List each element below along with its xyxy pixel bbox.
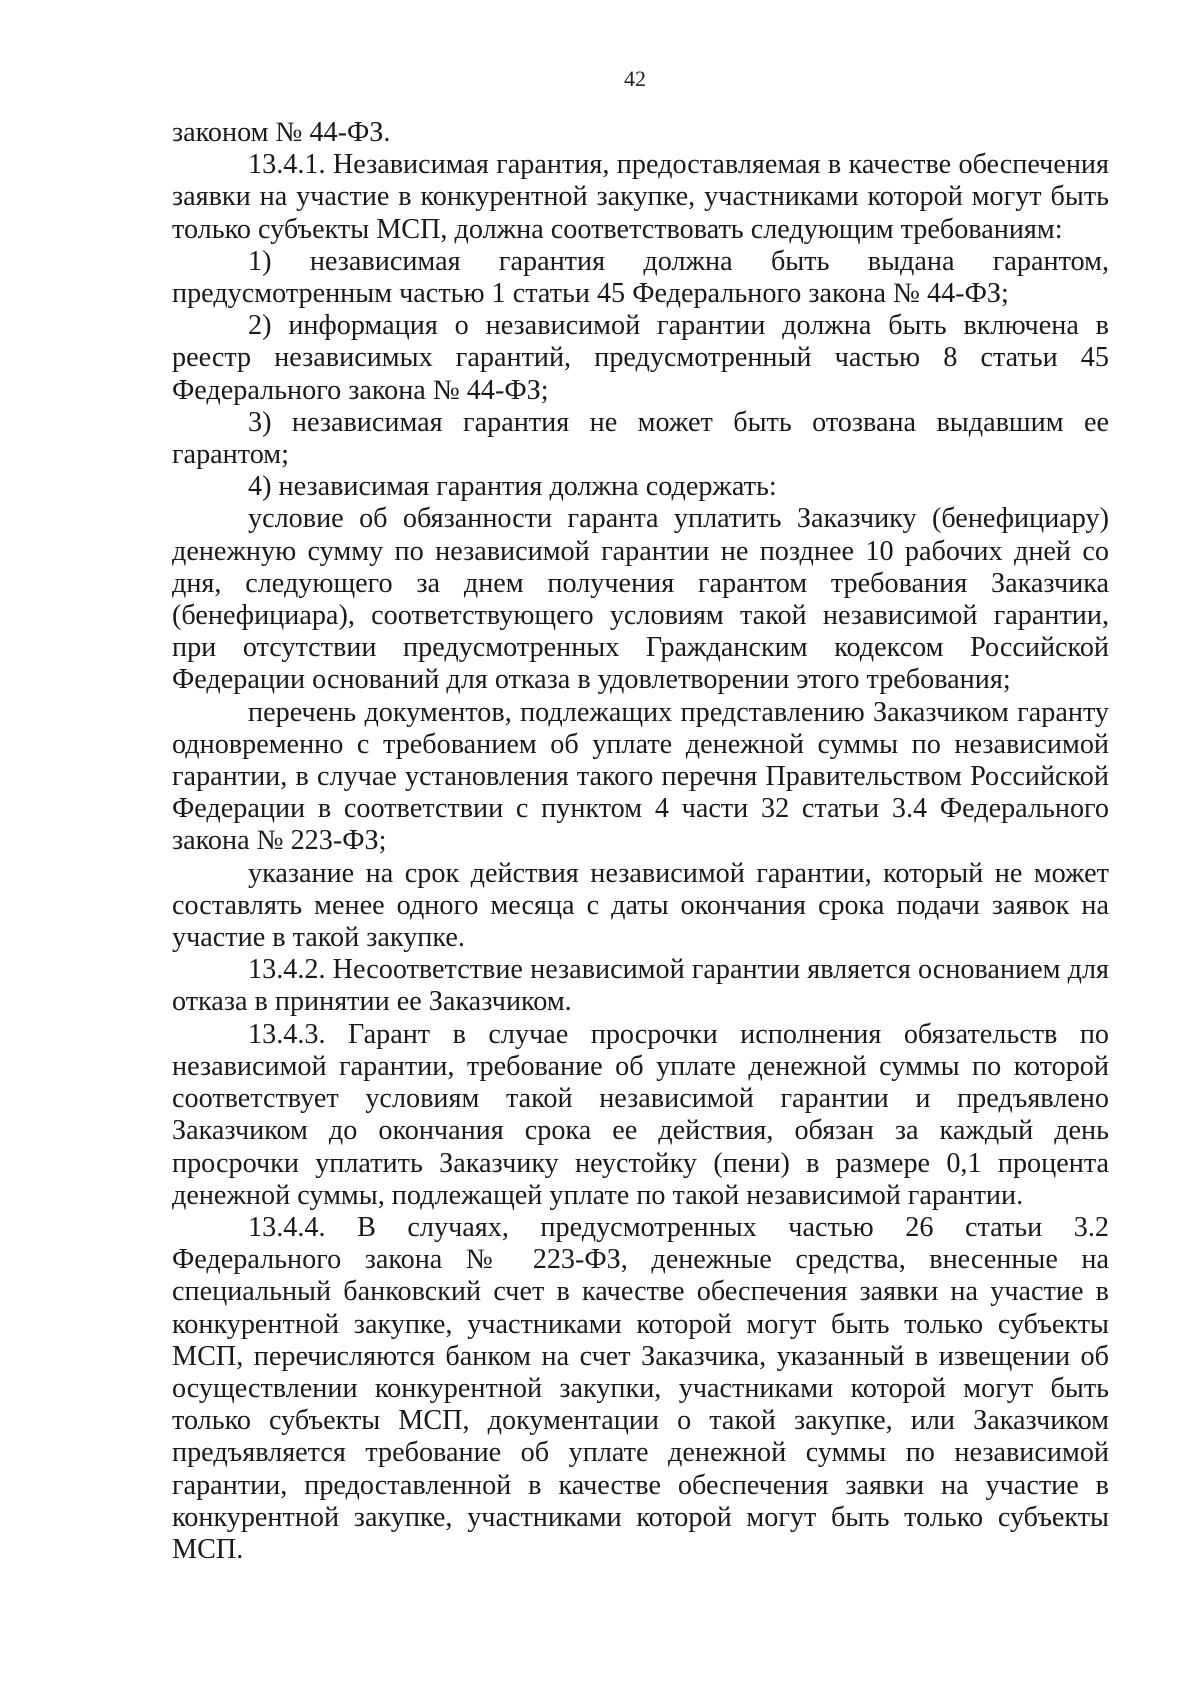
page-number: 42 bbox=[624, 66, 646, 91]
paragraph-continuation: законом № 44-ФЗ. bbox=[172, 117, 391, 148]
document-body bbox=[172, 117, 1109, 1566]
paragraph-13-4-3: 13.4.3. Гарант в случае просрочки исполнения обязательств по независимой гарантии, требование об уплате денежной суммы по которой соответствует условиям такой независимой гарантии и предъявлено Заказчиком до окончания срока ее действия, обязан за каждый день просрочки уплатить Заказчику неустойку (пени) в размере 0,1 процента денежной суммы, подлежащей уплате по такой независимой гарантии. bbox=[172, 1018, 1109, 1211]
paragraph-13-4-2: 13.4.2. Несоответствие независимой гарантии является основанием для отказа в принятии ее Заказчиком. bbox=[172, 954, 1109, 1018]
list-item-2: 2) информация о независимой гарантии должна быть включена в реестр независимых гарантий, предусмотренный частью 8 статьи 45 Федерального закона № 44-ФЗ; bbox=[172, 310, 1109, 406]
paragraph-13-4-4: 13.4.4. В случаях, предусмотренных частью 26 статьи 3.2 Федерального закона № 223-ФЗ, денежные средства, внесенные на специальный банковский счет в качестве обеспечения заявки на участие в конкурентной закупке, участниками которой могут быть только субъекты МСП, перечисляются банком на счет Заказчика, указанный в извещении об осуществлении конкурентной закупки, участниками которой могут быть только субъекты МСП, документации о такой закупке, или Заказчиком предъявляется требование об уплате денежной суммы по независимой гарантии, предоставленной в качестве обеспечения заявки на участие в конкурентной закупке, участниками которой могут быть только субъекты МСП. bbox=[172, 1211, 1109, 1565]
sub-item-payment-condition: условие об обязанности гаранта уплатить Заказчику (бенефициару) денежную сумму по независимой гарантии не позднее 10 рабочих дней со дня, следующего за днем получения гарантом требования Заказчика (бенефициара), соответствующего условиям такой независимой гарантии, при отсутствии предусмотренных Гражданским кодексом Российской Федерации оснований для отказа в удовлетворении этого требования; bbox=[172, 503, 1109, 696]
list-item-3: 3) независимая гарантия не может быть отозвана выдавшим ее гарантом; bbox=[172, 406, 1109, 471]
paragraph-13-4-1: 13.4.1. Независимая гарантия, предоставляемая в качестве обеспечения заявки на участие в конкурентной закупке, участниками которой могут быть только субъекты МСП, должна соответствовать следующим требованиям: bbox=[172, 149, 1109, 245]
list-item-1: 1) независимая гарантия должна быть выдана гарантом, предусмотренным частью 1 статьи 45 Федерального закона № 44-ФЗ; bbox=[172, 245, 1109, 310]
sub-item-validity-period: указание на срок действия независимой гарантии, который не может составлять менее одного месяца с даты окончания срока подачи заявок на участие в такой закупке. bbox=[172, 857, 1109, 954]
sub-item-document-list: перечень документов, подлежащих представлению Заказчиком гаранту одновременно с требованием об уплате денежной суммы по независимой гарантии, в случае установления такого перечня Правительством Российской Федерации в соответствии с пунктом 4 части 32 статьи 3.4 Федерального закона № 223-ФЗ; bbox=[172, 696, 1109, 857]
list-item-4: 4) независимая гарантия должна содержать: bbox=[248, 471, 777, 503]
